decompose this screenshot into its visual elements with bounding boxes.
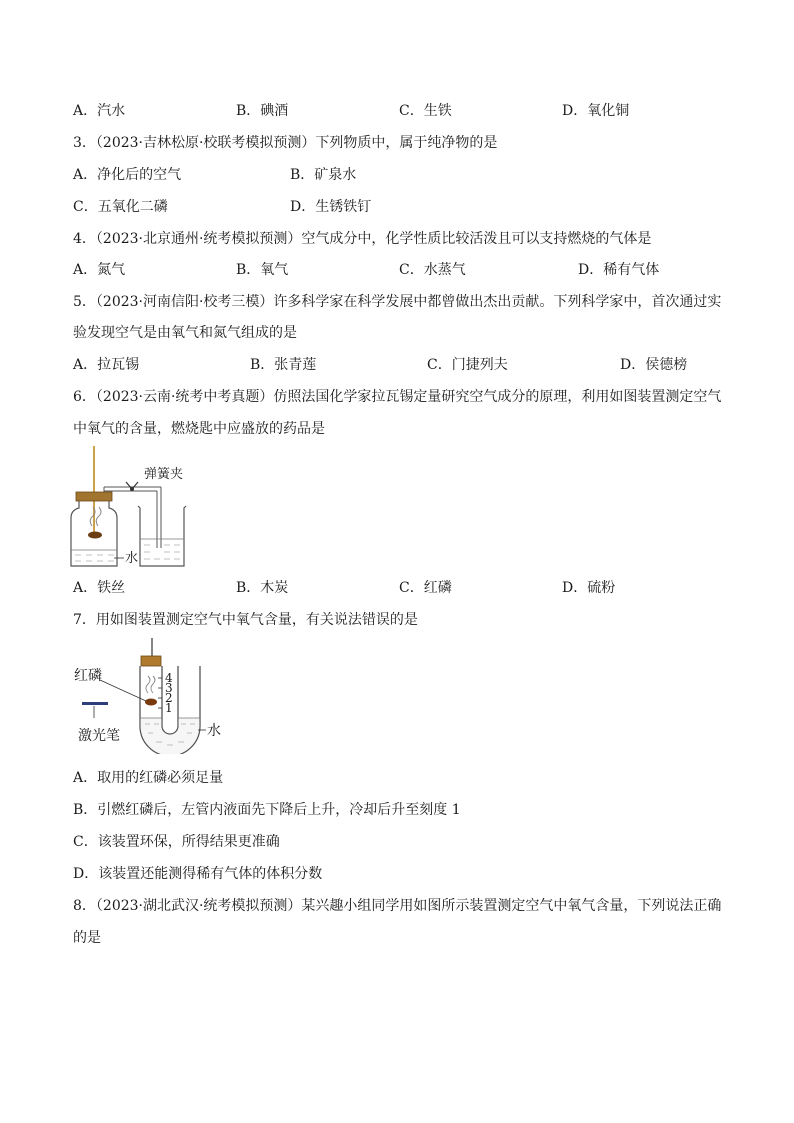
option-d: D．生锈铁钉: [290, 199, 372, 215]
apparatus-figure-q6: [66, 446, 196, 572]
option-d: D．硫粉: [562, 580, 616, 596]
clamp-label: 弹簧夹: [144, 467, 184, 482]
option-d: D．氧化铜: [562, 103, 630, 119]
option-d: D．稀有气体: [578, 262, 660, 278]
option-c: C．门捷列夫: [427, 357, 508, 373]
option-b: B．氧气: [236, 262, 289, 278]
question-stem: 7．用如图装置测定空气中氧气含量，有关说法错误的是: [73, 612, 418, 628]
option-b: B．引燃红磷后，左管内液面先下降后上升，冷却后升至刻度 1: [73, 802, 461, 818]
option-a: A．拉瓦锡: [73, 357, 140, 373]
option-a: A．汽水: [73, 103, 126, 119]
option-b: B．张青莲: [250, 357, 317, 373]
option-a: A．取用的红磷必须足量: [73, 770, 224, 786]
option-c: C．该装置环保，所得结果更准确: [73, 834, 280, 850]
question-stem-line-1: 5．（2023·河南信阳·校考三模）许多科学家在科学发展中都曾做出杰出贡献。下列科学家中，首次通过实: [73, 294, 722, 310]
scale-3: 3: [165, 681, 173, 695]
option-c: C．五氧化二磷: [73, 199, 168, 215]
option-b: B．矿泉水: [290, 167, 357, 183]
scale-2: 2: [165, 691, 173, 705]
question-stem: 3．（2023·吉林松原·校联考模拟预测）下列物质中，属于纯净物的是: [73, 135, 498, 151]
question-stem-line-2: 验发现空气是由氧气和氮气组成的是: [73, 325, 297, 341]
option-c: C．生铁: [399, 103, 452, 119]
option-a: A．净化后的空气: [73, 167, 182, 183]
option-c: C．水蒸气: [399, 262, 466, 278]
question-stem-line-2: 中氧气的含量，燃烧匙中应盛放的药品是: [73, 421, 325, 437]
scale-1: 1: [165, 701, 173, 715]
water-label: 水: [207, 723, 221, 739]
option-b: B．木炭: [236, 580, 289, 596]
option-a: A．铁丝: [73, 580, 126, 596]
apparatus-figure-q7: [70, 638, 230, 754]
red-phosphorus-label: 红磷: [74, 668, 102, 684]
option-a: A．氮气: [73, 262, 126, 278]
option-b: B．碘酒: [236, 103, 289, 119]
option-d: D．该装置还能测得稀有气体的体积分数: [73, 866, 323, 882]
question-stem: 4．（2023·北京通州·统考模拟预测）空气成分中，化学性质比较活泼且可以支持燃烧的气体是: [73, 231, 652, 247]
option-d: D．侯德榜: [620, 357, 688, 373]
question-stem-line-2: 的是: [73, 930, 101, 946]
question-stem-line-1: 6．（2023·云南·统考中考真题）仿照法国化学家拉瓦锡定量研究空气成分的原理，利用如图装置测定空气: [73, 389, 722, 405]
question-stem-line-1: 8．（2023·湖北武汉·统考模拟预测）某兴趣小组同学用如图所示装置测定空气中氧气含量，下列说法正确: [73, 898, 722, 914]
option-c: C．红磷: [399, 580, 452, 596]
scale-4: 4: [165, 671, 173, 685]
laser-pen-label: 激光笔: [78, 728, 120, 744]
water-label: 水: [125, 551, 139, 566]
